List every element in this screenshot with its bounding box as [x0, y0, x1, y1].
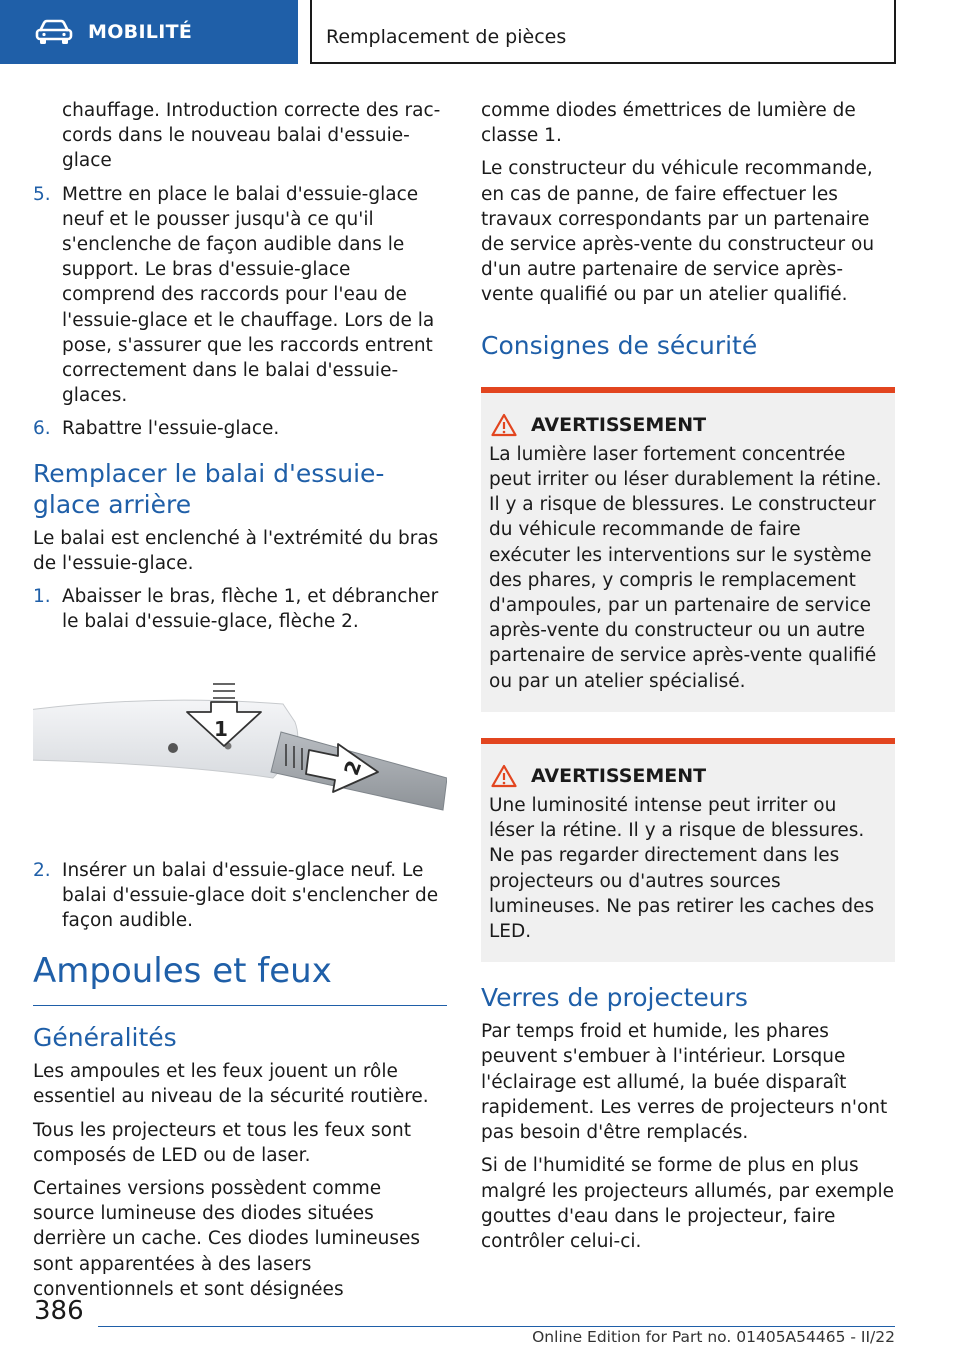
warning-triangle-icon: [491, 764, 517, 788]
step-number: 1.: [33, 586, 51, 608]
arrow-1-label: 1: [214, 717, 228, 742]
section-title: MOBILITÉ: [88, 21, 193, 43]
safety-heading: Consignes de sécurité: [481, 330, 758, 360]
step-text: Abaisser le bras, flèche 1, et débrancher le balai d'essuie-glace, flèche 2.: [62, 586, 439, 633]
step-item: [33, 584, 447, 634]
edition-text: Online Edition for Part no. 01405A54465 - II/22: [532, 1328, 895, 1346]
paragraph: Si de l'humidité se forme de plus en plus malgré les projecteurs allumés, par exemple gouttes d'eau dans le projecteur, faire contrôler celui-ci.: [481, 1155, 894, 1252]
chapter-title: Remplacement de pièces: [326, 26, 567, 48]
step-number: 6.: [33, 418, 51, 440]
warning-title: AVERTISSEMENT: [531, 413, 707, 436]
rear-wiper-text: Le balai est enclenché à l'extrémité du bras de l'essuie-glace.: [33, 527, 439, 574]
page-number: 386: [34, 1296, 84, 1326]
arrow-2-label: 2: [339, 757, 367, 779]
rear-wiper-heading: Remplacer le balai d'essuie-glace arrière: [33, 458, 385, 519]
left-column: [33, 98, 447, 1310]
step-item: [33, 182, 447, 409]
warning-box: [481, 387, 895, 712]
step-text: Insérer un balai d'essuie-glace neuf. Le balai d'essuie-glace doit s'enclencher de façon audible.: [62, 859, 439, 932]
warning-title: AVERTISSEMENT: [531, 764, 707, 787]
step-item: [33, 416, 447, 441]
chapter-box: [310, 0, 896, 64]
step-number: 5.: [33, 183, 51, 205]
step-text: Mettre en place le balai d'essuie-glace neuf et le pousser jusqu'à ce qu'il s'enclenche de façon audible dans le support. Le bras d'essuie-glace comprend des raccords pour l'eau de l'essuie-glace et le chauffage. Lors de la pose, s'assurer que les raccords entrent correctement dans le balai d'essuie-glaces.: [62, 183, 435, 407]
paragraph: Par temps froid et humide, les phares peuvent s'embuer à l'intérieur. Lorsque l'éclairage est allumé, la buée disparaît rapidement. Les verres de projecteurs n'ont pas besoin d'être remplacés.: [481, 1021, 888, 1144]
paragraph: Certaines versions possèdent comme source lumineuse des diodes situées derrière un cache. Ces diodes lumineuses sont apparentées à des lasers conventionnels et sont désignées: [33, 1178, 421, 1300]
paragraph: Le constructeur du véhicule recommande, en cas de panne, de faire effectuer les travaux correspondants par un partenaire de service après-vente du constructeur ou d'un autre partenaire de service après-vente qualifié ou par un atelier qualifié.: [481, 158, 875, 306]
footer-divider: [98, 1326, 895, 1327]
warning-box: [481, 738, 895, 962]
lens-heading: Verres de projecteurs: [481, 983, 748, 1013]
paragraph: comme diodes émettrices de lumière de classe 1.: [481, 100, 856, 147]
paragraph: Les ampoules et les feux jouent un rôle essentiel au niveau de la sécurité routière.: [33, 1061, 429, 1108]
warning-text: Une luminosité intense peut irriter ou léser la rétine. Il y a risque de blessures. Ne pas regarder directement dans les projecteurs ou d'autres sources lumineuses. Ne pas retirer les caches des LED.: [489, 795, 875, 943]
lights-heading: Ampoules et feux: [33, 951, 447, 1006]
general-heading: Généralités: [33, 1023, 177, 1053]
hole-icon: [168, 743, 178, 753]
warning-text: La lumière laser fortement concentrée peut irriter ou léser durablement la rétine. Il y a risque de blessures. Le constructeur du véhicule recommande de faire exécuter les interventions sur le système des phares, y compris le remplacement d'ampoules, par un partenaire de service après-vente du constructeur ou un autre partenaire de service après-vente qualifié ou par un atelier spécialisé.: [489, 443, 882, 692]
section-tab: [0, 0, 298, 64]
paragraph: Tous les projecteurs et tous les feux sont composés de LED ou de laser.: [33, 1119, 411, 1166]
car-icon: [34, 18, 74, 46]
right-column: [481, 98, 895, 1262]
continued-step-text: chauffage. Introduction correcte des raccords dans le nouveau balai d'essuie-glace: [62, 100, 441, 172]
warning-triangle-icon: [491, 413, 517, 437]
step-item: [33, 858, 447, 934]
step-number: 2.: [33, 859, 51, 881]
wiper-blade-figure: [33, 660, 447, 838]
step-text: Rabattre l'essuie-glace.: [62, 418, 280, 440]
